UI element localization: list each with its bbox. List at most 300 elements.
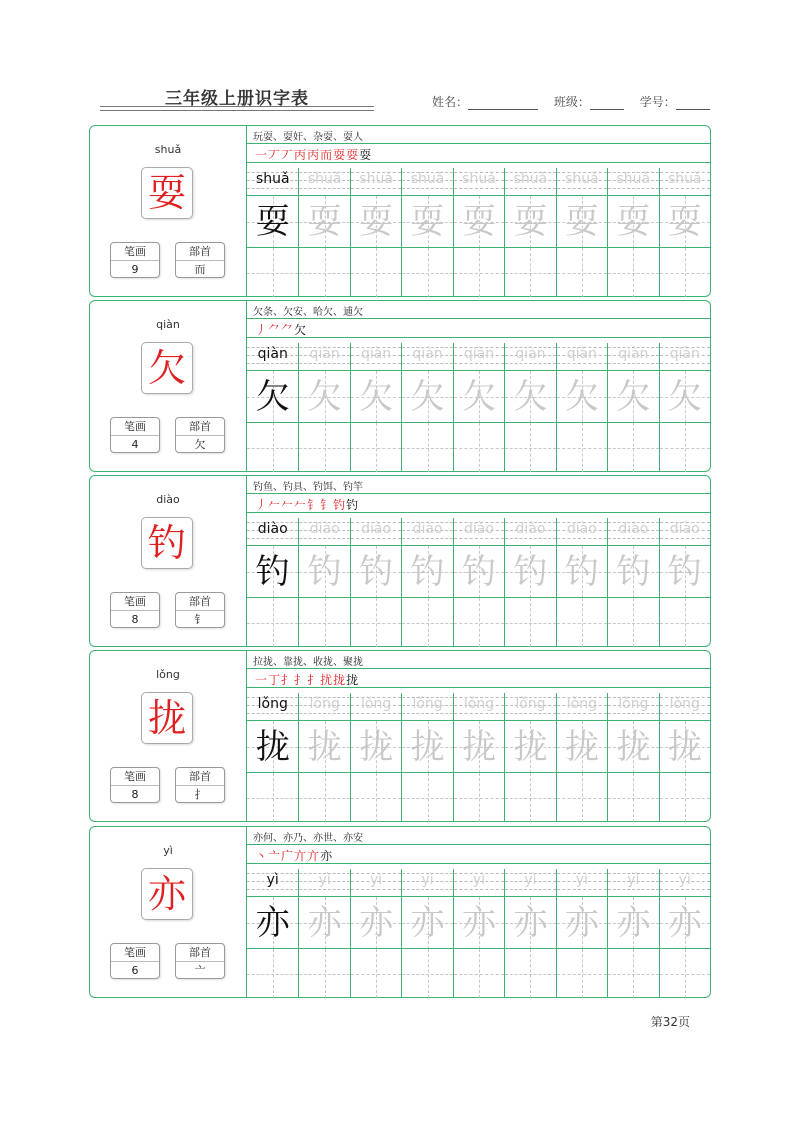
blank-practice-cell[interactable] bbox=[454, 772, 504, 822]
character-trace: 耍 bbox=[359, 202, 394, 242]
grid-column[interactable] bbox=[298, 168, 349, 296]
character-trace: 钓 bbox=[461, 552, 496, 592]
character-cell[interactable] bbox=[454, 195, 504, 248]
pinyin-band bbox=[351, 869, 401, 893]
pinyin-band bbox=[557, 693, 607, 717]
stroke-count-value: 8 bbox=[131, 613, 139, 626]
grid-column[interactable] bbox=[298, 869, 349, 997]
pinyin-trace: lǒng bbox=[463, 696, 495, 712]
grid-column[interactable] bbox=[504, 693, 555, 821]
character-card bbox=[89, 826, 711, 998]
blank-practice-cell[interactable] bbox=[608, 948, 658, 998]
blank-practice-cell[interactable] bbox=[557, 948, 607, 998]
grid-column[interactable] bbox=[401, 343, 452, 471]
character-trace: 欠 bbox=[667, 377, 702, 417]
grid-column[interactable] bbox=[504, 518, 555, 646]
pinyin-band bbox=[660, 869, 710, 893]
pinyin-guide-line bbox=[660, 538, 710, 539]
character-model: 欠 bbox=[255, 377, 290, 417]
pinyin-guide-line bbox=[505, 188, 555, 189]
grid-column[interactable] bbox=[401, 168, 452, 296]
character-cell[interactable] bbox=[505, 195, 555, 248]
pinyin-trace: qiàn bbox=[309, 346, 340, 362]
character-model: 亦 bbox=[255, 903, 290, 943]
grid-column[interactable] bbox=[401, 518, 452, 646]
radical-label: 部首 bbox=[176, 944, 224, 962]
practice-area bbox=[247, 827, 710, 997]
grid-guide-line bbox=[376, 598, 377, 647]
grid-guide-line bbox=[479, 598, 480, 647]
grid-guide-line bbox=[479, 773, 480, 822]
stroke-step: 扌 bbox=[294, 673, 308, 687]
grid-guide-line bbox=[273, 949, 274, 998]
grid-guide-line bbox=[633, 949, 634, 998]
character-cell[interactable] bbox=[557, 195, 607, 248]
pinyin-guide-line bbox=[247, 538, 298, 539]
grid-column[interactable] bbox=[453, 343, 504, 471]
grid-column[interactable] bbox=[350, 168, 401, 296]
character-cell[interactable] bbox=[660, 545, 710, 598]
character-glyph: 钓 bbox=[147, 521, 186, 565]
blank-practice-cell[interactable] bbox=[247, 772, 298, 822]
pinyin-trace: shuǎ bbox=[616, 171, 651, 187]
character-cell[interactable] bbox=[608, 195, 658, 248]
stroke-step: 广 bbox=[281, 849, 295, 863]
grid-guide-line bbox=[325, 598, 326, 647]
grid-guide-line bbox=[530, 423, 531, 472]
pinyin-guide-line bbox=[299, 188, 349, 189]
blank-practice-cell[interactable] bbox=[402, 597, 452, 647]
pinyin-guide-line bbox=[351, 713, 401, 714]
pinyin-trace: yì bbox=[678, 872, 691, 888]
pinyin-trace: shuǎ bbox=[307, 171, 342, 187]
character-display-box bbox=[141, 868, 193, 920]
grid-column[interactable] bbox=[401, 869, 452, 997]
blank-practice-cell[interactable] bbox=[505, 597, 555, 647]
student-id-field[interactable] bbox=[676, 97, 710, 110]
character-info-panel bbox=[90, 651, 247, 821]
character-cell[interactable] bbox=[608, 720, 658, 773]
blank-practice-cell[interactable] bbox=[608, 597, 658, 647]
character-trace: 钓 bbox=[667, 552, 702, 592]
character-cell[interactable] bbox=[557, 370, 607, 423]
pinyin-trace: qiàn bbox=[412, 346, 443, 362]
character-cell[interactable] bbox=[608, 896, 658, 949]
pinyin-trace: shuǎ bbox=[667, 171, 702, 187]
blank-practice-cell[interactable] bbox=[557, 772, 607, 822]
row-divider bbox=[247, 512, 710, 513]
grid-guide-line bbox=[428, 598, 429, 647]
character-trace: 耍 bbox=[461, 202, 496, 242]
grid-guide-line bbox=[530, 949, 531, 998]
blank-practice-cell[interactable] bbox=[402, 772, 452, 822]
pinyin-guide-line bbox=[247, 363, 298, 364]
grid-column[interactable] bbox=[350, 693, 401, 821]
character-cell[interactable] bbox=[299, 545, 349, 598]
character-cell[interactable] bbox=[454, 720, 504, 773]
grid-column[interactable] bbox=[401, 693, 452, 821]
character-cell[interactable] bbox=[557, 545, 607, 598]
stroke-order-sequence bbox=[255, 496, 359, 513]
stroke-count-box bbox=[110, 417, 160, 453]
blank-practice-cell[interactable] bbox=[454, 948, 504, 998]
blank-practice-cell[interactable] bbox=[351, 597, 401, 647]
character-trace: 拢 bbox=[564, 727, 599, 767]
page-title: 三年级上册识字表 bbox=[165, 89, 309, 109]
pinyin-model: diào bbox=[257, 521, 288, 537]
page-header bbox=[0, 0, 800, 120]
character-trace: 钓 bbox=[359, 552, 394, 592]
blank-practice-cell[interactable] bbox=[402, 422, 452, 472]
character-trace: 亦 bbox=[667, 903, 702, 943]
blank-practice-cell[interactable] bbox=[505, 247, 555, 297]
character-cell[interactable] bbox=[454, 370, 504, 423]
character-trace: 拢 bbox=[461, 727, 496, 767]
grid-guide-line bbox=[273, 248, 274, 297]
example-words: 钓鱼、钓具、钓饵、钓竿 bbox=[253, 482, 363, 493]
character-cell[interactable] bbox=[402, 545, 452, 598]
pinyin-band bbox=[351, 518, 401, 542]
blank-practice-cell[interactable] bbox=[247, 422, 298, 472]
pinyin-guide-line bbox=[247, 713, 298, 714]
grid-guide-line bbox=[479, 949, 480, 998]
character-cell[interactable] bbox=[299, 896, 349, 949]
blank-practice-cell[interactable] bbox=[247, 948, 298, 998]
grid-column[interactable] bbox=[504, 168, 555, 296]
stroke-step: 𠂉 bbox=[294, 498, 308, 512]
grid-column[interactable] bbox=[504, 343, 555, 471]
pinyin-guide-line bbox=[505, 363, 555, 364]
pinyin-guide-line bbox=[660, 889, 710, 890]
student-id-label: 学号： bbox=[639, 95, 676, 109]
pinyin-band bbox=[557, 869, 607, 893]
blank-practice-cell[interactable] bbox=[505, 948, 555, 998]
character-cell[interactable] bbox=[454, 545, 504, 598]
blank-practice-cell[interactable] bbox=[454, 597, 504, 647]
blank-practice-cell[interactable] bbox=[660, 422, 710, 472]
character-card bbox=[89, 300, 711, 472]
pinyin-guide-line bbox=[299, 713, 349, 714]
grid-column[interactable] bbox=[453, 869, 504, 997]
grid-guide-line bbox=[376, 773, 377, 822]
grid-guide-line bbox=[530, 773, 531, 822]
blank-practice-cell[interactable] bbox=[299, 422, 349, 472]
row-divider bbox=[247, 318, 710, 319]
pinyin-guide-line bbox=[454, 713, 504, 714]
pinyin-trace: yì bbox=[627, 872, 640, 888]
pinyin-guide-line bbox=[557, 538, 607, 539]
pinyin-band bbox=[608, 869, 658, 893]
stroke-count-label: 笔画 bbox=[111, 243, 159, 261]
blank-practice-cell[interactable] bbox=[351, 948, 401, 998]
character-cell[interactable] bbox=[299, 720, 349, 773]
radical-value: 钅 bbox=[194, 613, 206, 626]
character-trace: 耍 bbox=[410, 202, 445, 242]
character-cell[interactable] bbox=[660, 195, 710, 248]
grid-column bbox=[247, 343, 298, 471]
stroke-step: ⺈ bbox=[281, 323, 295, 337]
stroke-step: 一 bbox=[255, 673, 269, 687]
pinyin-model: yì bbox=[266, 872, 279, 888]
radical-value: 而 bbox=[194, 263, 206, 276]
character-cell[interactable] bbox=[299, 195, 349, 248]
grid-guide-line bbox=[685, 423, 686, 472]
character-trace: 钓 bbox=[307, 552, 342, 592]
blank-practice-cell[interactable] bbox=[660, 772, 710, 822]
pinyin-trace: lǒng bbox=[412, 696, 443, 712]
character-trace: 亦 bbox=[307, 903, 342, 943]
pinyin-band bbox=[402, 693, 452, 717]
blank-practice-cell[interactable] bbox=[557, 597, 607, 647]
pinyin-guide-line bbox=[608, 363, 658, 364]
pinyin-trace: lǒng bbox=[309, 696, 340, 712]
grid-guide-line bbox=[582, 598, 583, 647]
pinyin-band bbox=[608, 168, 658, 192]
character-cell[interactable] bbox=[351, 370, 401, 423]
pinyin-trace: diào bbox=[361, 521, 392, 537]
practice-area bbox=[247, 476, 710, 646]
character-cell[interactable] bbox=[557, 720, 607, 773]
grid-column[interactable] bbox=[298, 518, 349, 646]
blank-practice-cell[interactable] bbox=[351, 772, 401, 822]
pinyin-band bbox=[557, 343, 607, 367]
character-cell[interactable] bbox=[608, 545, 658, 598]
stroke-count-value: 8 bbox=[131, 788, 139, 801]
grid-guide-line bbox=[582, 773, 583, 822]
character-trace: 亦 bbox=[564, 903, 599, 943]
grid-column[interactable] bbox=[350, 869, 401, 997]
grid-column[interactable] bbox=[556, 343, 607, 471]
character-info-panel bbox=[90, 476, 247, 646]
pinyin-guide-line bbox=[505, 713, 555, 714]
character-display-box bbox=[141, 517, 193, 569]
blank-practice-cell[interactable] bbox=[608, 772, 658, 822]
grid-column[interactable] bbox=[298, 343, 349, 471]
stroke-step: 丙 bbox=[294, 148, 308, 162]
stroke-step: 亦 bbox=[320, 849, 334, 863]
character-cell[interactable] bbox=[660, 896, 710, 949]
practice-area bbox=[247, 301, 710, 471]
grid-column[interactable] bbox=[607, 168, 658, 296]
row-divider bbox=[247, 143, 710, 144]
stroke-step: 丿 bbox=[255, 323, 269, 337]
pinyin-trace: diào bbox=[669, 521, 700, 537]
row-divider bbox=[247, 844, 710, 845]
character-cell[interactable] bbox=[402, 195, 452, 248]
character-cell[interactable] bbox=[505, 370, 555, 423]
grid-column[interactable] bbox=[453, 693, 504, 821]
stroke-step: 亣 bbox=[294, 849, 308, 863]
stroke-count-box bbox=[110, 943, 160, 979]
pinyin-band bbox=[608, 343, 658, 367]
character-cell[interactable] bbox=[660, 720, 710, 773]
grid-column[interactable] bbox=[607, 343, 658, 471]
grid-column[interactable] bbox=[556, 168, 607, 296]
radical-label: 部首 bbox=[176, 593, 224, 611]
stroke-order-sequence bbox=[255, 146, 372, 163]
grid-column[interactable] bbox=[659, 343, 710, 471]
grid-column[interactable] bbox=[556, 869, 607, 997]
grid-column[interactable] bbox=[453, 168, 504, 296]
character-cell[interactable] bbox=[608, 370, 658, 423]
pinyin-guide-line bbox=[402, 188, 452, 189]
pinyin-trace: lǒng bbox=[515, 696, 546, 712]
grid-column bbox=[247, 693, 298, 821]
blank-practice-cell[interactable] bbox=[454, 247, 504, 297]
stroke-step: 丆 bbox=[281, 148, 295, 162]
character-trace: 耍 bbox=[616, 202, 651, 242]
stroke-step: 亣 bbox=[307, 849, 321, 863]
character-glyph: 欠 bbox=[147, 346, 186, 390]
example-words: 欠条、欠安、哈欠、逋欠 bbox=[253, 307, 363, 318]
character-trace: 耍 bbox=[513, 202, 548, 242]
grid-column[interactable] bbox=[659, 518, 710, 646]
character-trace: 欠 bbox=[461, 377, 496, 417]
pinyin-trace: yì bbox=[575, 872, 588, 888]
stroke-count-value: 4 bbox=[131, 438, 139, 451]
blank-practice-cell[interactable] bbox=[660, 948, 710, 998]
grid-guide-line bbox=[530, 598, 531, 647]
grid-column[interactable] bbox=[556, 518, 607, 646]
stroke-step: 丿 bbox=[255, 498, 269, 512]
character-cell[interactable] bbox=[557, 896, 607, 949]
grid-column[interactable] bbox=[607, 518, 658, 646]
grid-guide-line bbox=[325, 949, 326, 998]
character-trace: 欠 bbox=[410, 377, 445, 417]
pinyin-trace: diào bbox=[566, 521, 597, 537]
blank-practice-cell[interactable] bbox=[608, 247, 658, 297]
blank-practice-cell[interactable] bbox=[299, 948, 349, 998]
character-cell[interactable] bbox=[454, 896, 504, 949]
pinyin-trace: yì bbox=[421, 872, 434, 888]
pinyin-guide-line bbox=[351, 538, 401, 539]
character-display-box bbox=[141, 167, 193, 219]
pinyin-band bbox=[454, 693, 504, 717]
grid-guide-line bbox=[376, 248, 377, 297]
blank-practice-cell[interactable] bbox=[660, 597, 710, 647]
blank-practice-cell[interactable] bbox=[247, 597, 298, 647]
stroke-step: 扌 bbox=[307, 673, 321, 687]
grid-column[interactable] bbox=[504, 869, 555, 997]
blank-practice-cell[interactable] bbox=[557, 247, 607, 297]
character-cell[interactable] bbox=[505, 545, 555, 598]
page-number: 第32页 bbox=[650, 1015, 690, 1029]
character-cell[interactable] bbox=[660, 370, 710, 423]
pinyin-guide-line bbox=[608, 538, 658, 539]
character-pinyin: lǒng bbox=[156, 668, 180, 681]
character-cell[interactable] bbox=[505, 896, 555, 949]
pinyin-band bbox=[247, 869, 298, 893]
grid-guide-line bbox=[273, 423, 274, 472]
blank-practice-cell[interactable] bbox=[660, 247, 710, 297]
grid-guide-line bbox=[428, 248, 429, 297]
grid-guide-line bbox=[685, 248, 686, 297]
row-divider bbox=[247, 493, 710, 494]
pinyin-trace: qiàn bbox=[669, 346, 700, 362]
grid-guide-line bbox=[376, 949, 377, 998]
pinyin-model: lǒng bbox=[257, 696, 288, 712]
grid-column[interactable] bbox=[350, 518, 401, 646]
grid-guide-line bbox=[479, 423, 480, 472]
character-cell[interactable] bbox=[351, 195, 401, 248]
grid-guide-line bbox=[530, 248, 531, 297]
class-field[interactable] bbox=[590, 97, 624, 110]
grid-column[interactable] bbox=[556, 693, 607, 821]
writing-grid bbox=[247, 518, 710, 646]
grid-column[interactable] bbox=[607, 693, 658, 821]
blank-practice-cell[interactable] bbox=[351, 422, 401, 472]
grid-guide-line bbox=[633, 248, 634, 297]
pinyin-band bbox=[505, 869, 555, 893]
character-cell[interactable] bbox=[351, 545, 401, 598]
grid-guide-line bbox=[428, 773, 429, 822]
pinyin-band bbox=[402, 518, 452, 542]
grid-column[interactable] bbox=[659, 168, 710, 296]
blank-practice-cell[interactable] bbox=[454, 422, 504, 472]
pinyin-model: qiàn bbox=[257, 346, 288, 362]
pinyin-trace: lǒng bbox=[360, 696, 392, 712]
grid-guide-line bbox=[582, 423, 583, 472]
grid-column[interactable] bbox=[350, 343, 401, 471]
blank-practice-cell[interactable] bbox=[247, 247, 298, 297]
grid-column bbox=[247, 518, 298, 646]
blank-practice-cell[interactable] bbox=[608, 422, 658, 472]
grid-column[interactable] bbox=[659, 869, 710, 997]
pinyin-band bbox=[608, 693, 658, 717]
pinyin-guide-line bbox=[557, 713, 607, 714]
blank-practice-cell[interactable] bbox=[402, 247, 452, 297]
blank-practice-cell[interactable] bbox=[299, 772, 349, 822]
pinyin-band bbox=[402, 343, 452, 367]
blank-practice-cell[interactable] bbox=[299, 247, 349, 297]
blank-practice-cell[interactable] bbox=[351, 247, 401, 297]
blank-practice-cell[interactable] bbox=[402, 948, 452, 998]
name-field[interactable] bbox=[468, 97, 538, 110]
blank-practice-cell[interactable] bbox=[505, 422, 555, 472]
example-words: 亦何、亦乃、亦世、亦安 bbox=[253, 833, 363, 844]
grid-column[interactable] bbox=[659, 693, 710, 821]
character-cell[interactable] bbox=[351, 720, 401, 773]
pinyin-guide-line bbox=[247, 188, 298, 189]
character-cell[interactable] bbox=[402, 720, 452, 773]
pinyin-band bbox=[351, 168, 401, 192]
blank-practice-cell[interactable] bbox=[505, 772, 555, 822]
pinyin-guide-line bbox=[557, 889, 607, 890]
grid-guide-line bbox=[428, 423, 429, 472]
character-cell[interactable] bbox=[402, 370, 452, 423]
stroke-step: 钓 bbox=[333, 498, 347, 512]
blank-practice-cell[interactable] bbox=[557, 422, 607, 472]
pinyin-guide-line bbox=[351, 889, 401, 890]
character-glyph: 耍 bbox=[147, 171, 186, 215]
grid-column[interactable] bbox=[607, 869, 658, 997]
blank-practice-cell[interactable] bbox=[299, 597, 349, 647]
character-cell[interactable] bbox=[402, 896, 452, 949]
grid-guide-line bbox=[685, 773, 686, 822]
character-trace: 亦 bbox=[513, 903, 548, 943]
character-cell[interactable] bbox=[505, 720, 555, 773]
character-cell[interactable] bbox=[299, 370, 349, 423]
grid-column[interactable] bbox=[298, 693, 349, 821]
pinyin-band bbox=[247, 343, 298, 367]
character-trace: 钓 bbox=[616, 552, 651, 592]
character-cell[interactable] bbox=[351, 896, 401, 949]
grid-column[interactable] bbox=[453, 518, 504, 646]
radical-box bbox=[175, 242, 225, 278]
stroke-order-sequence bbox=[255, 671, 359, 688]
pinyin-band bbox=[351, 693, 401, 717]
grid-guide-line bbox=[325, 773, 326, 822]
